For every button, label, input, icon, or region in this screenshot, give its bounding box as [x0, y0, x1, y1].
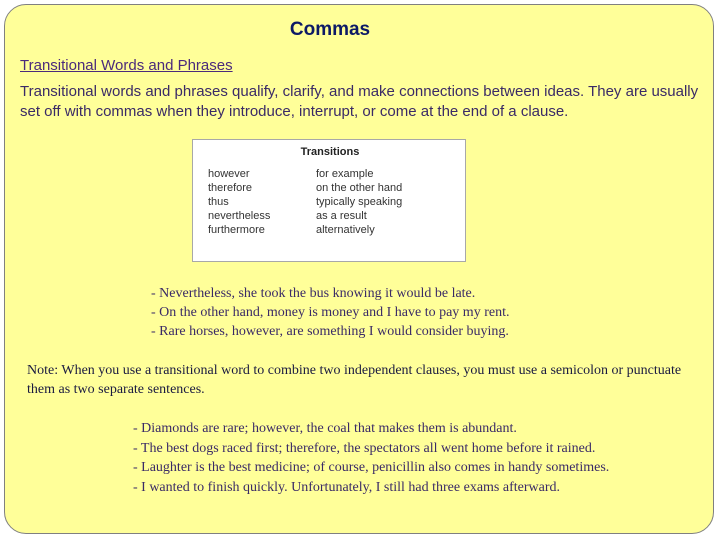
- examples-list-2: [133, 419, 718, 497]
- example-sentence: - I wanted to finish quickly. Unfortunately, I still had three exams afterward.: [133, 479, 560, 495]
- transition-word: thus: [208, 196, 229, 208]
- transitions-table-title: Transitions: [300, 146, 360, 158]
- transitions-right-column: [316, 167, 402, 237]
- transition-word: furthermore: [208, 224, 265, 236]
- slide-title: Commas: [289, 19, 371, 40]
- intro-paragraph: Transitional words and phrases qualify, clarify, and make connections between ideas. They are usually set off with commas when they introduce, interrupt, or come at the end of a clause.: [20, 83, 699, 120]
- transitions-table-image: [192, 139, 466, 262]
- note-paragraph: Note: When you use a transitional word to combine two independent clauses, you must use a semicolon or punctuate them as two separate sentences.: [27, 363, 682, 397]
- example-sentence: - Laughter is the best medicine; of course, penicillin also comes in handy sometimes.: [133, 460, 610, 475]
- slide-panel: [4, 4, 714, 534]
- transition-word: nevertheless: [208, 210, 271, 222]
- transition-phrase: as a result: [316, 210, 367, 222]
- example-sentence: - Diamonds are rare; however, the coal that makes them is abundant.: [133, 421, 517, 436]
- example-sentence: - Nevertheless, she took the bus knowing it would be late.: [151, 286, 476, 301]
- transition-phrase: on the other hand: [316, 182, 403, 194]
- transitions-left-column: [208, 167, 270, 237]
- transition-word: however: [208, 168, 250, 180]
- transition-phrase: typically speaking: [316, 196, 403, 208]
- example-sentence: - The best dogs raced first; therefore, the spectators all went home before it rained.: [133, 440, 596, 456]
- example-sentence: - Rare horses, however, are something I would consider buying.: [151, 324, 509, 339]
- examples-list-1: [151, 284, 509, 341]
- transition-phrase: for example: [316, 168, 374, 180]
- example-sentence: - On the other hand, money is money and I have to pay my rent.: [151, 305, 510, 320]
- transition-phrase: alternatively: [316, 224, 375, 236]
- transition-word: therefore: [208, 182, 253, 194]
- section-subheading: Transitional Words and Phrases: [20, 57, 233, 74]
